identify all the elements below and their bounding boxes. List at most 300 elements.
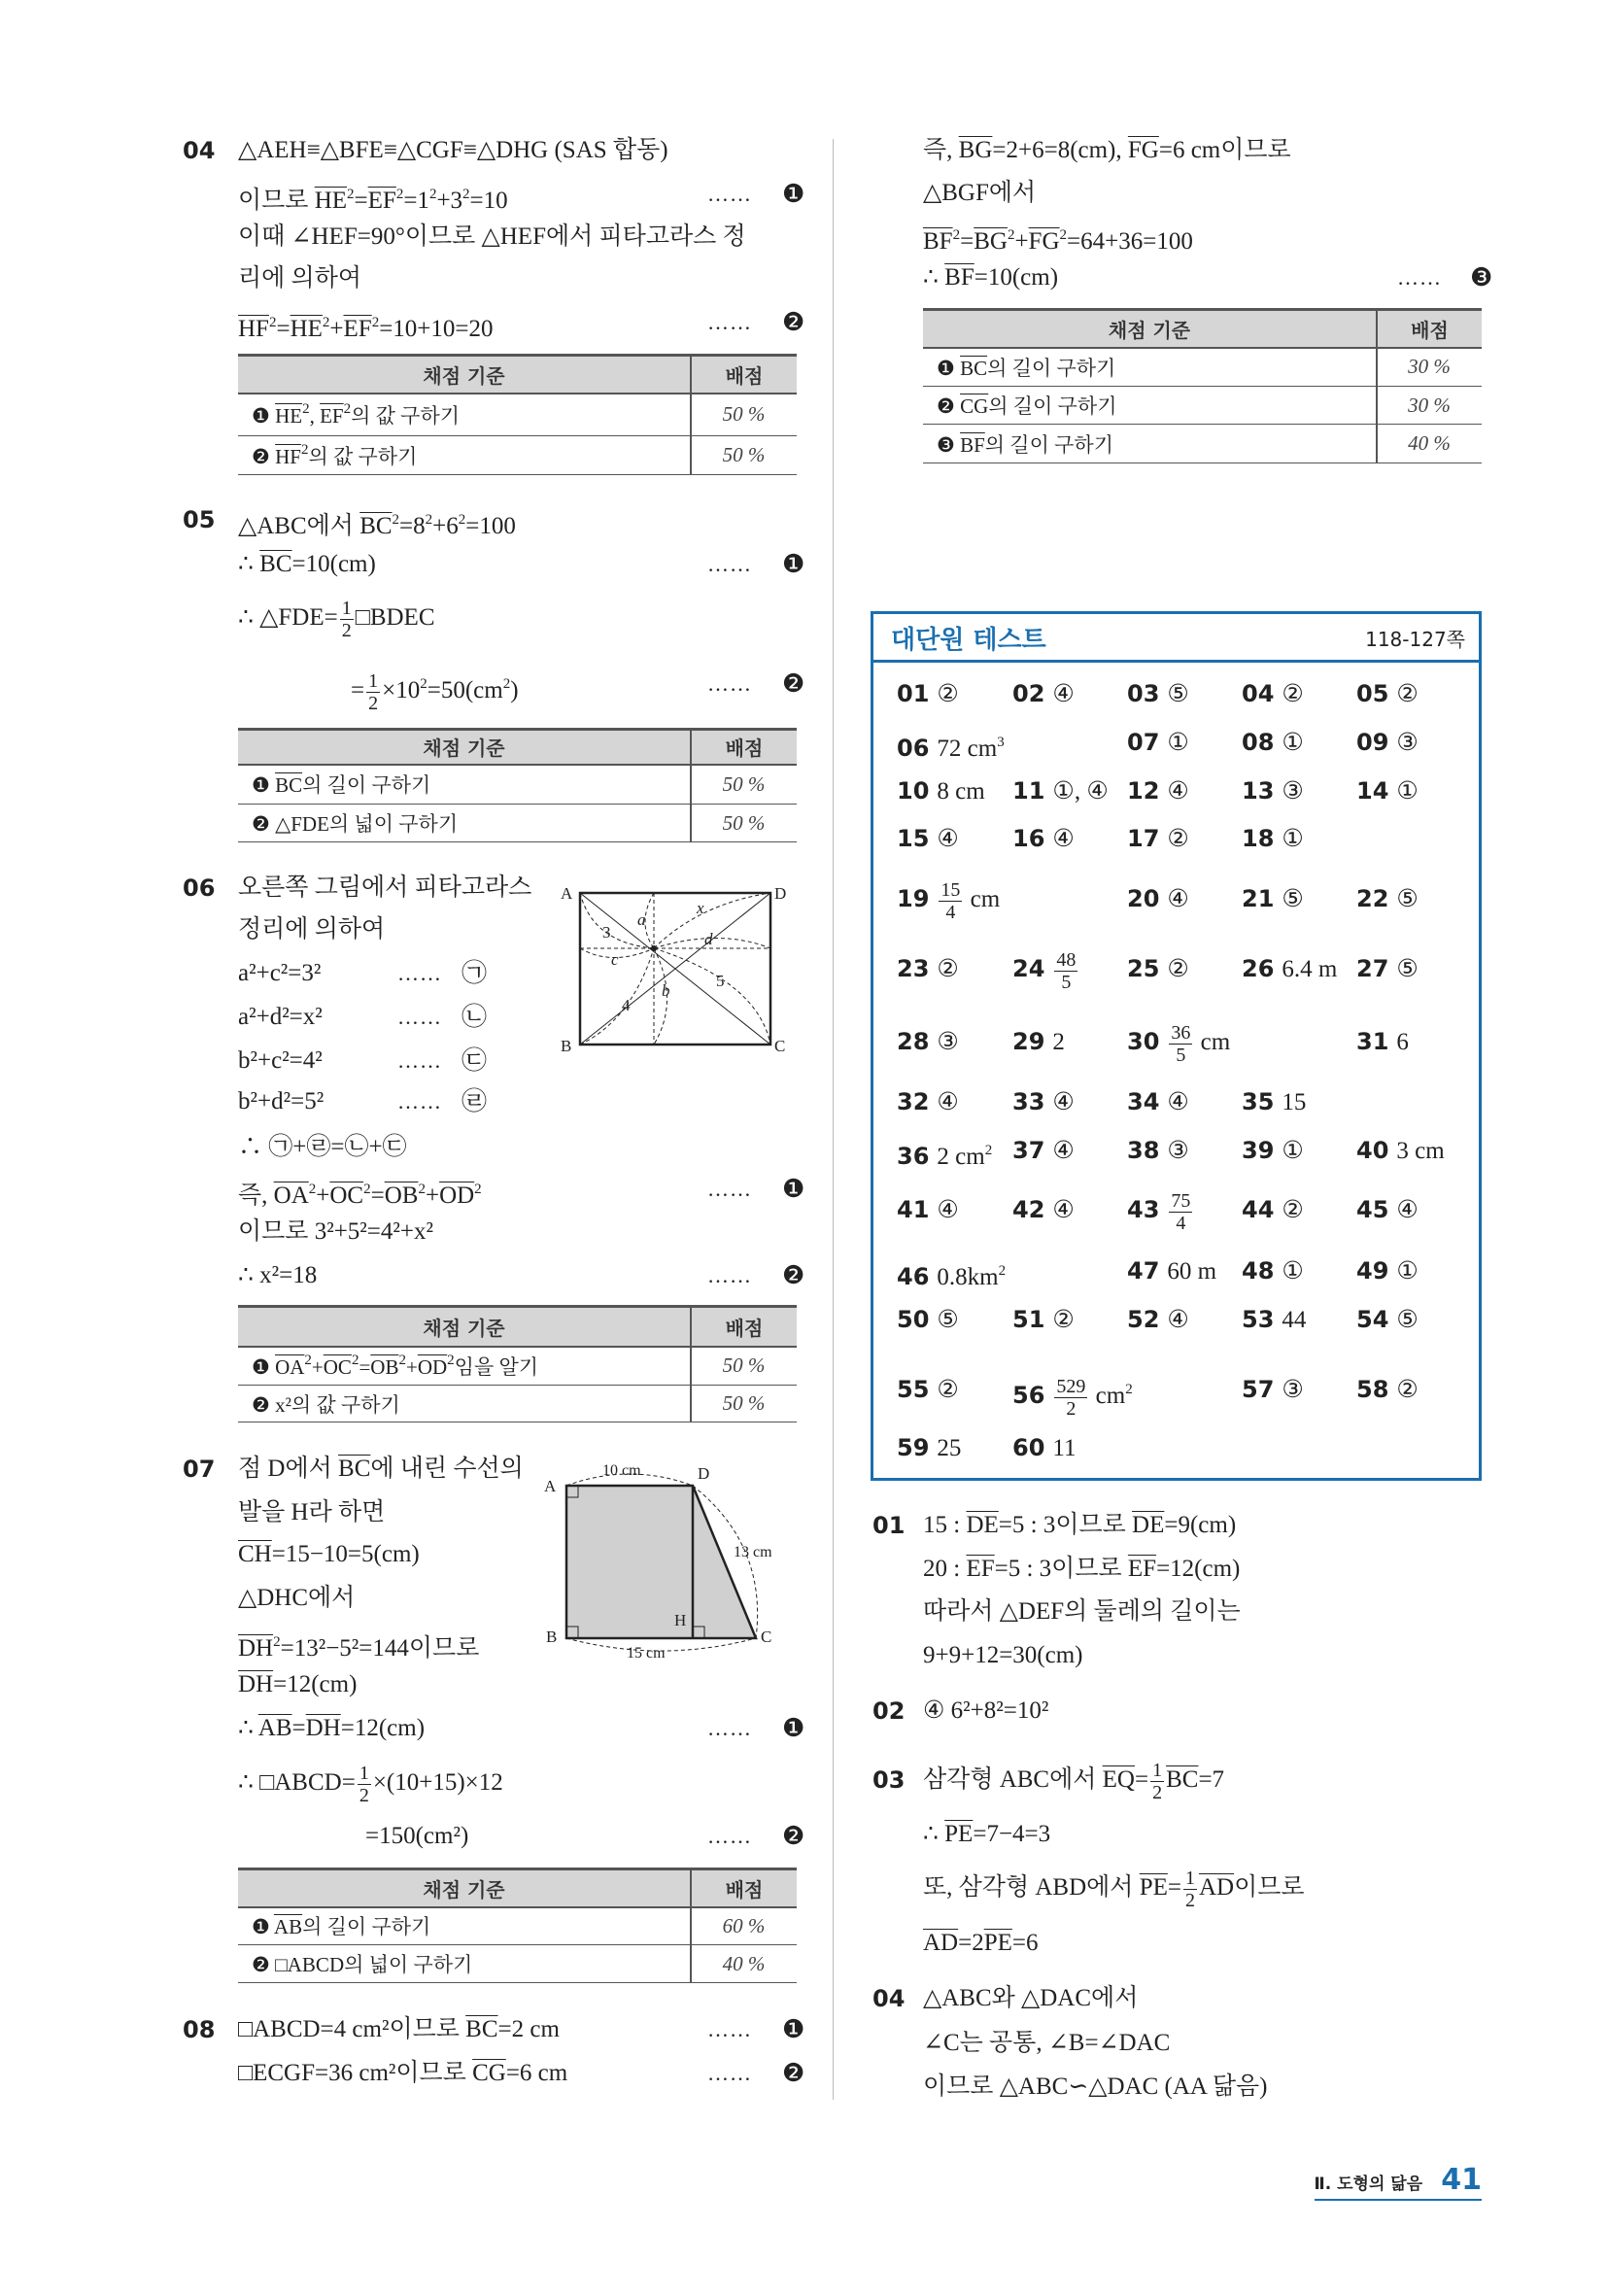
overline-segment: $\overline{EF}$ — [343, 316, 372, 342]
overline-segment: $\overline{BF}$ — [944, 264, 974, 291]
text-run: ② — [937, 956, 959, 982]
answer-item — [1012, 1188, 1075, 1232]
denominator: 5 — [1176, 1044, 1186, 1066]
text-run: ③ — [1282, 778, 1304, 805]
solution-line — [238, 1707, 425, 1750]
solution-line — [923, 129, 1291, 172]
text-run: = — [370, 1182, 385, 1209]
text-run: ④ 6²+8²=10² — [923, 1697, 1049, 1724]
text-run: + — [311, 1354, 324, 1379]
text-run: =2+6=8(cm), — [992, 137, 1128, 163]
answer-number: 40 — [1356, 1137, 1389, 1164]
answer-number: 39 — [1242, 1137, 1275, 1164]
text-run: 의 값 구하기 — [308, 444, 418, 468]
solution-line — [238, 1577, 355, 1620]
text-run: 11 — [1052, 1435, 1077, 1461]
superscript: 2 — [420, 676, 427, 692]
answer-number: 51 — [1012, 1306, 1045, 1333]
overline-segment: $\overline{BC}$ — [1166, 1766, 1199, 1793]
answer-item — [1127, 947, 1189, 991]
text-run: 이므로 — [1234, 1874, 1305, 1901]
leader-dots: …… — [707, 1716, 752, 1740]
answer-number: 17 — [1127, 825, 1160, 852]
leader-dots: …… — [707, 182, 752, 206]
fraction — [358, 1763, 371, 1806]
text-run: 발을 H라 하면 — [238, 1499, 386, 1525]
overline-segment: $\overline{HE}$ — [275, 403, 303, 428]
denominator: 2 — [359, 1784, 369, 1806]
overline-segment: $\overline{EQ}$ — [1102, 1766, 1135, 1793]
table-row — [923, 387, 1482, 425]
step-marker: ㉣ — [462, 1087, 488, 1116]
text-run: =12(cm) — [340, 1715, 426, 1741]
criteria-cell — [238, 436, 691, 475]
seg-b: b — [662, 981, 670, 1000]
overline-segment: $\overline{AB}$ — [273, 1915, 303, 1939]
text-run: ④ — [1052, 681, 1075, 707]
vertex-a: A — [544, 1477, 557, 1495]
answer-item — [897, 1020, 959, 1064]
text-run: 15 — [1282, 1089, 1307, 1115]
text-run: = — [1134, 1766, 1149, 1793]
solution-line — [365, 1815, 468, 1858]
text-run: ④ — [1396, 1197, 1419, 1223]
answer-number: 43 — [1127, 1196, 1160, 1223]
text-run: ① — [1282, 1258, 1304, 1285]
text-run: 의 길이 구하기 — [987, 356, 1116, 380]
text-run: ② — [1282, 1197, 1304, 1223]
text-run: ⑤ — [1396, 956, 1419, 982]
step-marker: ❶ — [782, 1175, 805, 1204]
page-footer — [1315, 2163, 1482, 2201]
answer-number: 25 — [1127, 955, 1160, 982]
answer-number: 32 — [897, 1088, 930, 1115]
overline-segment: $\overline{FG}$ — [1028, 228, 1060, 255]
answer-number: 24 — [1012, 955, 1045, 982]
text-run: ×10 — [382, 677, 421, 703]
overline-segment: $\overline{BG}$ — [958, 137, 993, 163]
points-cell: 40 % — [691, 1945, 797, 1983]
points-cell: 60 % — [691, 1907, 797, 1945]
points-cell: 50 % — [691, 805, 797, 842]
superscript: 2 — [952, 227, 961, 243]
text-run: =7 — [1198, 1766, 1225, 1793]
answer-number: 11 — [1012, 777, 1045, 805]
question-number: 06 — [183, 874, 216, 902]
superscript: 2 — [371, 315, 380, 330]
text-run: △BGF에서 — [923, 180, 1037, 206]
superscript: 2 — [304, 1352, 312, 1368]
answer-number: 02 — [1012, 680, 1045, 707]
table-row — [238, 805, 797, 842]
overline-segment: $\overline{BC}$ — [259, 551, 292, 577]
unit-test-header — [873, 614, 1479, 663]
text-run: ⑤ — [937, 1307, 959, 1333]
text-run: ② — [1167, 826, 1189, 852]
solution-line — [238, 1663, 357, 1706]
overline-segment: $\overline{CH}$ — [238, 1541, 272, 1567]
solution-line — [238, 1126, 407, 1169]
text-run: ∴ — [923, 264, 945, 291]
table-header-row — [923, 310, 1482, 348]
text-run: 8 cm — [937, 778, 985, 805]
superscript: 2 — [322, 315, 330, 330]
text-run: =10+10=20 — [379, 316, 494, 342]
fraction — [939, 879, 962, 923]
text-run: ④ — [1052, 826, 1075, 852]
overline-segment: $\overline{BF}$ — [923, 228, 953, 255]
answer-item — [1127, 1080, 1189, 1124]
vertex-c: C — [761, 1628, 772, 1646]
answer-item — [1127, 770, 1189, 813]
len-4: 4 — [622, 996, 631, 1014]
superscript: 2 — [392, 512, 400, 528]
overline-segment: $\overline{OA}$ — [273, 1182, 309, 1209]
answer-item — [897, 1250, 1006, 1299]
text-run: ① — [1282, 1138, 1304, 1164]
text-run: 에 내린 수선의 — [370, 1456, 524, 1482]
answer-number: 29 — [1012, 1028, 1045, 1055]
answer-item — [1356, 1020, 1409, 1064]
answer-item — [1012, 770, 1109, 813]
text-run: 6 — [1396, 1029, 1409, 1055]
text-run: ③ — [1167, 1138, 1189, 1164]
answer-item — [1127, 877, 1189, 921]
overline-segment: $\overline{DE}$ — [966, 1512, 999, 1538]
points-cell: 50 % — [691, 436, 797, 475]
vertex-a: A — [561, 884, 573, 903]
answer-number: 09 — [1356, 729, 1389, 756]
overline-segment: $\overline{OB}$ — [384, 1182, 419, 1209]
solution-line — [238, 301, 494, 344]
question-number: 03 — [872, 1766, 906, 1794]
criteria-cell — [923, 348, 1377, 387]
criteria-cell — [238, 1907, 691, 1945]
solution-line — [923, 172, 1036, 215]
text-run: ② — [937, 681, 959, 707]
superscript: 2 — [347, 187, 355, 202]
question-number: 04 — [872, 1985, 906, 2012]
text-run: ④ — [937, 1089, 959, 1115]
text-run: + — [1014, 228, 1029, 255]
text-run: cm — [964, 886, 1001, 912]
solution-line — [238, 543, 376, 586]
answer-item — [1012, 1129, 1075, 1173]
answer-number: 38 — [1127, 1137, 1160, 1164]
table-header-row — [238, 730, 797, 765]
vertex-d: D — [698, 1464, 710, 1483]
step-marker: ❷ — [782, 2059, 805, 2088]
text-run: ② — [1396, 1377, 1419, 1403]
table-row — [238, 1907, 797, 1945]
text-run: =12(cm) — [1156, 1556, 1241, 1582]
answer-item — [897, 877, 1000, 923]
solution-line — [923, 2022, 1170, 2065]
solution-line — [238, 2008, 560, 2051]
text-run: ② — [1282, 681, 1304, 707]
superscript: 2 — [308, 1182, 317, 1197]
text-run: 따라서 △DEF의 둘레의 길이는 — [923, 1598, 1241, 1625]
answer-item — [897, 721, 1005, 771]
answer-item — [897, 1129, 992, 1179]
text-run: □BDEC — [355, 604, 435, 631]
answer-number: 50 — [897, 1306, 930, 1333]
answer-number: 04 — [1242, 680, 1275, 707]
denominator: 5 — [1061, 971, 1072, 993]
overline-segment: $\overline{AD}$ — [923, 1930, 959, 1956]
label-top-length: 10 cm — [602, 1462, 641, 1479]
table-row — [238, 1347, 797, 1386]
header-criteria: 채점 기준 — [238, 356, 691, 394]
points-cell: 50 % — [691, 1386, 797, 1422]
denominator: 2 — [341, 619, 352, 641]
solution-line — [923, 1813, 1050, 1856]
overline-segment: $\overline{DH}$ — [238, 1671, 274, 1697]
solution-line — [238, 1762, 503, 1804]
header-criteria: 채점 기준 — [238, 1869, 691, 1907]
text-run: △ABC에서 — [238, 513, 360, 539]
text-run: ⑤ — [1396, 886, 1419, 912]
numerator: 1 — [1152, 1759, 1163, 1781]
superscript: 2 — [1007, 227, 1015, 243]
header-points: 배점 — [1377, 310, 1482, 348]
text-run: ① — [1282, 826, 1304, 852]
step-marker: ❷ — [782, 1261, 805, 1290]
table-row — [238, 765, 797, 805]
answer-number: 42 — [1012, 1196, 1045, 1223]
solution-line — [238, 216, 746, 258]
overline-segment: $\overline{BC}$ — [275, 773, 303, 798]
overline-segment: $\overline{HF}$ — [238, 316, 269, 342]
text-run: ② — [1167, 956, 1189, 982]
answer-item — [1127, 721, 1189, 765]
text-run: ∴ — [923, 1821, 945, 1847]
answer-item — [1127, 1250, 1216, 1293]
leader-dots: …… — [707, 1263, 752, 1287]
text-run: 2 — [1052, 1029, 1065, 1055]
seg-d: d — [704, 930, 713, 948]
table-row — [238, 436, 797, 475]
superscript: 2 — [428, 187, 437, 202]
text-run: = — [351, 677, 365, 703]
denominator: 2 — [368, 692, 379, 714]
leader-dots: …… — [397, 1048, 442, 1073]
question-number: 02 — [872, 1697, 906, 1725]
text-run: △ABC와 △DAC에서 — [923, 1985, 1139, 2011]
text-run: =64+36=100 — [1067, 228, 1193, 255]
answer-item — [1242, 721, 1304, 765]
table-row — [238, 1386, 797, 1422]
seg-c: c — [611, 950, 619, 969]
answer-number: 08 — [1242, 729, 1275, 756]
answer-number: 48 — [1242, 1257, 1275, 1285]
solution-line — [238, 996, 323, 1039]
answer-number: 01 — [897, 680, 930, 707]
numerator: 15 — [940, 878, 961, 901]
text-run: 삼각형 ABC에서 — [923, 1766, 1103, 1793]
answer-number: 22 — [1356, 885, 1389, 912]
answer-number: 55 — [897, 1376, 930, 1403]
step-marker: ❷ — [782, 1822, 805, 1851]
question-number: 01 — [872, 1512, 906, 1539]
answer-item — [1127, 1020, 1230, 1066]
answer-item — [1012, 1020, 1065, 1064]
answer-item — [1356, 770, 1419, 813]
overline-segment: $\overline{BG}$ — [974, 228, 1008, 255]
fraction — [1054, 1376, 1087, 1420]
answer-number: 18 — [1242, 825, 1275, 852]
solution-line — [238, 1168, 482, 1211]
header-points: 배점 — [691, 1307, 797, 1347]
text-run: 이때 ∠HEF=90°이므로 △HEF에서 피타고라스 정 — [238, 223, 746, 250]
table-header-row — [238, 1307, 797, 1347]
answer-number: 13 — [1242, 777, 1275, 805]
step-marker: ❷ — [782, 669, 805, 699]
superscript: 2 — [395, 187, 404, 202]
text-run: 오른쪽 그림에서 피타고라스 — [238, 874, 532, 901]
text-run: 0.8km — [937, 1264, 999, 1290]
superscript: 3 — [997, 735, 1005, 750]
overline-segment: $\overline{BC}$ — [465, 2016, 498, 2042]
answer-item — [897, 1080, 959, 1124]
text-run: 정리에 의하여 — [238, 916, 386, 942]
fraction — [1169, 1022, 1192, 1066]
scoring-table — [238, 1868, 797, 1983]
text-run: 2 cm — [937, 1144, 985, 1170]
denominator: 2 — [1066, 1397, 1077, 1420]
text-run: 44 — [1282, 1307, 1307, 1333]
criteria-cell — [923, 425, 1377, 463]
leader-dots: …… — [707, 2061, 752, 2085]
text-run: ∴ ㉠+㉣=㉡+㉢ — [238, 1134, 407, 1160]
overline-segment: $\overline{BC}$ — [359, 513, 393, 539]
answer-number: 20 — [1127, 885, 1160, 912]
overline-segment: $\overline{PE}$ — [944, 1821, 974, 1847]
answer-number: 21 — [1242, 885, 1275, 912]
text-run: □ABCD=4 cm²이므로 — [238, 2016, 466, 2042]
answer-item — [1012, 672, 1075, 716]
text-run: ④ — [1167, 1089, 1189, 1115]
denominator: 4 — [1176, 1212, 1186, 1234]
seg-x: x — [697, 899, 704, 917]
text-run: ❷ — [252, 444, 276, 468]
solution-line — [238, 129, 668, 172]
answer-item — [1356, 1188, 1419, 1232]
text-run: ×(10+15)×12 — [372, 1769, 503, 1796]
denominator: 4 — [945, 901, 956, 923]
text-run: b²+c²=4² — [238, 1047, 323, 1074]
table-row — [923, 425, 1482, 463]
overline-segment: $\overline{BC}$ — [338, 1456, 371, 1482]
len-3: 3 — [602, 923, 611, 942]
answer-item — [1127, 817, 1189, 861]
answer-item — [1242, 947, 1337, 991]
page-number: 41 — [1441, 2163, 1482, 2197]
overline-segment: $\overline{AD}$ — [1198, 1874, 1235, 1901]
solution-line — [238, 2052, 567, 2095]
overline-segment: $\overline{OC}$ — [323, 1354, 352, 1379]
superscript: 2 — [351, 1352, 359, 1368]
text-run: =50(cm — [427, 677, 503, 703]
text-run: 즉, — [923, 137, 959, 163]
text-run: =6 — [1011, 1930, 1039, 1956]
fraction — [1054, 949, 1077, 993]
text-run: ④ — [937, 826, 959, 852]
superscript: 2 — [273, 1634, 281, 1650]
text-run: + — [316, 1182, 330, 1209]
answer-number: 27 — [1356, 955, 1389, 982]
fraction — [340, 598, 354, 641]
answer-item — [897, 1188, 959, 1232]
points-cell: 50 % — [691, 1347, 797, 1386]
step-marker: ❶ — [782, 550, 805, 579]
answer-item — [1242, 1250, 1304, 1293]
label-bottom-length: 15 cm — [627, 1645, 666, 1662]
text-run: =5 : 3이므로 — [998, 1512, 1133, 1538]
superscript: 2 — [462, 187, 470, 202]
answer-number: 05 — [1356, 680, 1389, 707]
solution-line — [238, 498, 516, 541]
text-run: ❷ — [937, 394, 961, 418]
overline-segment: $\overline{AB}$ — [257, 1715, 292, 1741]
unit-test-title: 대단원 테스트 — [891, 626, 1046, 655]
text-run: 이므로 3²+5²=4²+x² — [238, 1218, 433, 1245]
answer-number: 52 — [1127, 1306, 1160, 1333]
text-run: a²+d²=x² — [238, 1004, 323, 1030]
scoring-table — [238, 1305, 797, 1422]
label-side-length: 13 cm — [734, 1544, 772, 1560]
superscript: 2 — [447, 1352, 455, 1368]
text-run: 25 — [937, 1435, 962, 1461]
overline-segment: $\overline{CG}$ — [472, 2060, 506, 2086]
text-run: 이므로 △ABC∽△DAC (AA 닮음) — [923, 2073, 1268, 2100]
text-run: =6 cm — [505, 2060, 568, 2086]
leader-dots: …… — [707, 1177, 752, 1201]
overline-segment: $\overline{PE}$ — [1139, 1874, 1168, 1901]
text-run: △DHC에서 — [238, 1585, 356, 1611]
leader-dots: …… — [397, 961, 442, 985]
column-divider — [833, 139, 834, 2100]
text-run: 이므로 — [238, 188, 315, 214]
scoring-table — [923, 308, 1482, 463]
criteria-cell — [238, 1347, 691, 1386]
overline-segment: $\overline{OB}$ — [370, 1354, 399, 1379]
overline-segment: $\overline{BF}$ — [960, 432, 985, 457]
text-run: ① — [1282, 730, 1304, 756]
points-cell: 30 % — [1377, 348, 1482, 387]
trapezoid-diagram — [534, 1448, 806, 1671]
question-number: 05 — [183, 506, 216, 533]
text-run: a²+c²=3² — [238, 960, 322, 986]
points-cell: 30 % — [1377, 387, 1482, 425]
superscript: 2 — [302, 400, 310, 417]
overline-segment: $\overline{CG}$ — [960, 394, 989, 418]
overline-segment: $\overline{OD}$ — [417, 1354, 448, 1379]
answer-number: 23 — [897, 955, 930, 982]
text-run: cm — [1089, 1383, 1126, 1409]
text-run: =10 — [469, 188, 508, 214]
text-run: 점 D에서 — [238, 1456, 339, 1482]
criteria-cell — [238, 1386, 691, 1422]
answer-item — [897, 1368, 959, 1412]
text-run: ❸ — [937, 432, 961, 457]
text-run: =10(cm) — [291, 551, 376, 577]
answer-number: 33 — [1012, 1088, 1045, 1115]
superscript: 2 — [458, 512, 466, 528]
text-run: ∠C는 공통, ∠B=∠DAC — [923, 2030, 1171, 2056]
answer-number: 10 — [897, 777, 930, 805]
step-marker: ㉢ — [462, 1046, 488, 1076]
